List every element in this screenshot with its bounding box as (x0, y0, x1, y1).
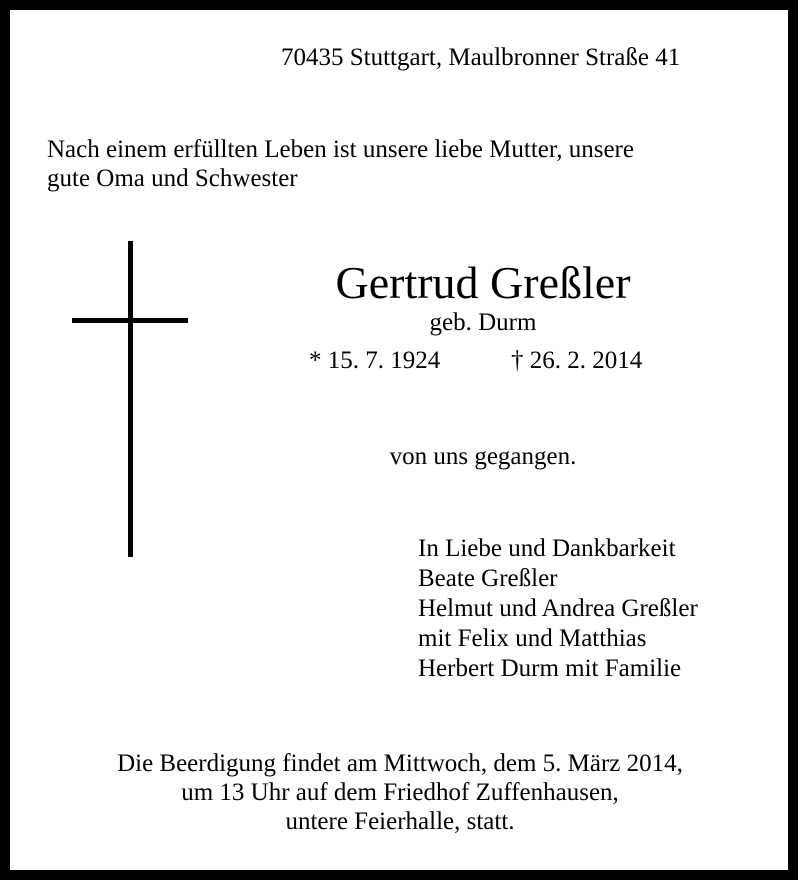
funeral-line-2: um 13 Uhr auf dem Friedhof Zuffenhausen, (181, 779, 619, 806)
deceased-name: Gertrud Greßler (335, 257, 631, 308)
maiden-name: geb. Durm (429, 309, 537, 336)
death-date: † 26. 2. 2014 (511, 347, 643, 374)
mourner-line: mit Felix und Matthias (418, 625, 647, 652)
mourner-line: In Liebe und Dankbarkeit (418, 535, 676, 562)
funeral-line-3: untere Feierhalle, statt. (285, 808, 515, 835)
closing-text: von uns gegangen. (389, 443, 577, 470)
cross-icon (128, 241, 133, 557)
mourner-line: Beate Greßler (418, 565, 558, 592)
cross-icon-bar (72, 318, 188, 323)
birth-date: * 15. 7. 1924 (309, 347, 441, 374)
intro-line-1: Nach einem erfüllten Leben ist unsere liebe Mutter, unsere (47, 136, 634, 163)
mourner-line: Herbert Durm mit Familie (418, 655, 682, 682)
funeral-line-1: Die Beerdigung findet am Mittwoch, dem 5. März 2014, (117, 750, 683, 777)
intro-line-2: gute Oma und Schwester (47, 165, 298, 192)
address: 70435 Stuttgart, Maulbronner Straße 41 (281, 44, 681, 71)
mourner-line: Helmut und Andrea Greßler (418, 595, 698, 622)
mourners-list (418, 534, 698, 684)
